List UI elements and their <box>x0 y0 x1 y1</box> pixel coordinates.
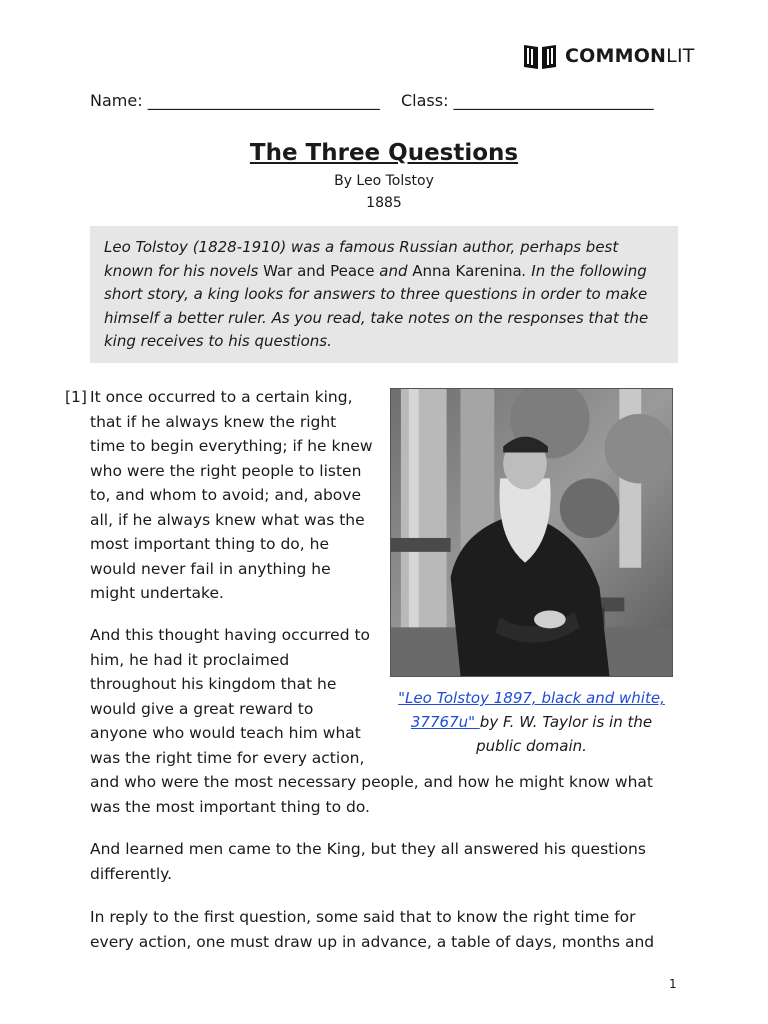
image-source-link[interactable]: "Leo Tolstoy 1897, black and white, <box>398 689 665 707</box>
text-line: all, if he always knew what was the <box>90 510 365 529</box>
text-line: might undertake. <box>90 584 224 602</box>
name-field[interactable] <box>90 90 380 112</box>
caption-license: public domain. <box>476 737 587 755</box>
work-title-war-and-peace: War and Peace <box>263 261 375 280</box>
page-title: The Three Questions <box>249 140 519 166</box>
text-line: every action, one must draw up in advance, a table of days, months and <box>90 932 655 951</box>
intro-and: and <box>374 261 413 280</box>
text-line: throughout his kingdom that he <box>90 675 337 693</box>
intro-text-1: Leo Tolstoy (1828-1910) was a famous Russian author, perhaps best known for his novels <box>104 238 619 280</box>
text-line: In reply to the first question, some said that to know the right time for <box>90 908 636 926</box>
brand-name: COMMONLIT <box>565 45 695 67</box>
paragraph-3 <box>90 837 646 886</box>
publication-year: 1885 <box>366 195 402 211</box>
paragraph-4 <box>90 905 654 954</box>
text-line: that if he always knew the right <box>90 412 337 431</box>
text-line: anyone who would teach him what <box>90 724 361 742</box>
text-line: would give a great reward to <box>90 699 314 718</box>
text-line: would never fail in anything he <box>90 559 331 578</box>
class-label: Class: <box>401 91 449 110</box>
open-book-icon <box>522 42 558 70</box>
text-line: was the right time for every action, <box>90 748 365 767</box>
name-blank[interactable]: _____________________________ <box>147 91 380 110</box>
class-blank[interactable]: _________________________ <box>453 91 654 110</box>
image-source-link-cont[interactable]: 37767u" <box>410 713 480 731</box>
intro-box <box>90 226 678 363</box>
text-line: differently. <box>90 864 173 883</box>
text-line: was the most important thing to do. <box>90 797 370 816</box>
work-title-anna-karenina: Anna Karenina <box>412 261 522 280</box>
tolstoy-photo <box>390 388 673 677</box>
text-line: most important thing to do, he <box>90 535 329 553</box>
commonlit-logo <box>522 42 695 70</box>
text-line: And this thought having occurred to <box>90 626 371 644</box>
text-line: who were the right people to listen <box>90 461 362 480</box>
intro-text-2: . In the following short story, a king looks for answers to three questions in order to make himself a better ruler. As you read, take notes on the responses that the king receives to his questions. <box>104 261 649 350</box>
text-line: And learned men came to the King, but they all answered his questions <box>90 840 646 858</box>
photo-caption <box>390 686 673 758</box>
byline <box>0 170 768 214</box>
portrait-image <box>391 389 672 676</box>
text-line: him, he had it proclaimed <box>90 650 290 669</box>
name-label: Name: <box>90 91 143 110</box>
page-number: 1 <box>669 977 677 991</box>
paragraph-number: [1] <box>65 388 87 406</box>
text-line: time to begin everything; if he knew <box>90 437 373 455</box>
text-line: It once occurred to a certain king, <box>90 388 353 406</box>
text-line: to, and whom to avoid; and, above <box>90 486 361 504</box>
paragraph-1 <box>90 385 373 606</box>
caption-credit: by F. W. Taylor is in the <box>479 713 653 731</box>
text-line: and who were the most necessary people, and how he might know what <box>90 773 653 791</box>
class-field[interactable] <box>401 90 654 112</box>
author-name: By Leo Tolstoy <box>334 173 434 189</box>
